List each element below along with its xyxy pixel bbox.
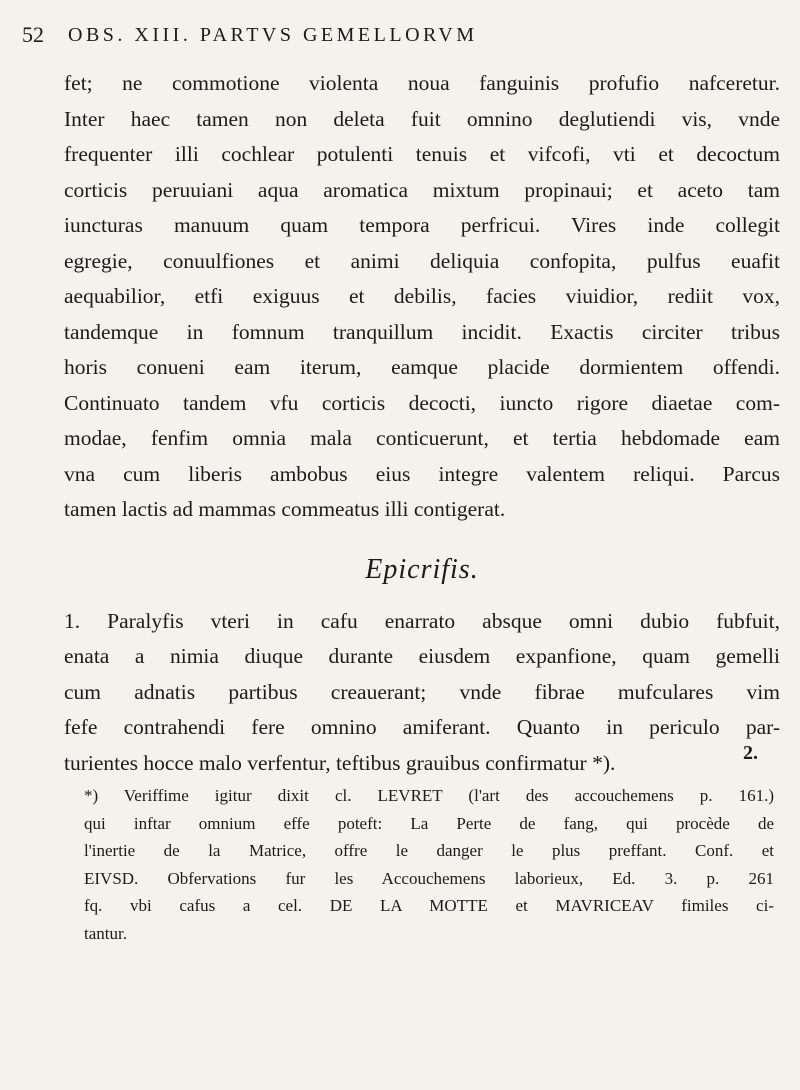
page-number: 52 (22, 22, 44, 47)
text-line: Continuato tandem vfu corticis decocti, iuncto rigore diaetae com- (64, 390, 780, 415)
body-text (64, 66, 780, 781)
footnote (84, 782, 774, 947)
text-line: Inter haec tamen non deleta fuit omnino deglutiendi vis, vnde (64, 106, 780, 131)
text-line: modae, fenfim omnia mala conticuerunt, et tertia hebdomade eam (64, 426, 780, 450)
text-line: egregie, conuulfiones et animi deliquia confopita, pulfus euafit (64, 248, 780, 273)
footnote-line: tantur. (84, 923, 127, 943)
text-line: cum adnatis partibus creauerant; vnde fibrae mufculares vim (64, 679, 780, 704)
text-line: horis conueni eam iterum, eamque placide dormientem offendi. (64, 355, 780, 379)
footnote-line: l'inertie de la Matrice, offre le danger le plus preffant. Conf. et (84, 841, 774, 860)
text-line: iuncturas manuum quam tempora perfricui. Vires inde collegit (64, 213, 780, 237)
running-head: OBS. XIII. PARTVS GEMELLORVM (68, 24, 478, 46)
paragraph-observation (64, 66, 780, 528)
text-line: frequenter illi cochlear potulenti tenuis et vifcofi, vti et decoctum (64, 142, 780, 166)
text-line: turientes hocce malo verfentur, teftibus grauibus confirmatur *). (64, 750, 616, 775)
footnote-line: *) Veriffime igitur dixit cl. LEVRET (l'art des accouchemens p. 161.) (84, 786, 774, 805)
text-line: fefe contrahendi fere omnino amiferant. Quanto in periculo par- (64, 715, 780, 739)
section-heading: Epicrifis. (365, 553, 479, 585)
text-line: 1. Paralyfis vteri in cafu enarrato absque omni dubio fubfuit, (64, 608, 780, 633)
page-header (22, 22, 760, 56)
paragraph-epicrisis (64, 604, 780, 782)
text-line: fet; ne commotione violenta noua fanguinis profufio nafceretur. (64, 71, 780, 95)
catchword: 2. (743, 742, 758, 764)
text-line: enata a nimia diuque durante eiusdem expanfione, quam gemelli (64, 644, 780, 668)
text-line: tandemque in fomnum tranquillum incidit. Exactis circiter tribus (64, 319, 780, 344)
text-line: corticis peruuiani aqua aromatica mixtum propinaui; et aceto tam (64, 177, 780, 202)
text-line: tamen lactis ad mammas commeatus illi contigerat. (64, 497, 506, 521)
footnote-line: fq. vbi cafus a cel. DE LA MOTTE et MAVRICEAV fimiles ci- (84, 896, 774, 915)
footnote-line: EIVSD. Obfervations fur les Accouchemens laborieux, Ed. 3. p. 261 (84, 868, 774, 888)
text-line: aequabilior, etfi exiguus et debilis, facies viuidior, rediit vox, (64, 284, 780, 308)
text-line: vna cum liberis ambobus eius integre valentem reliqui. Parcus (64, 461, 780, 486)
footnote-line: qui inftar omnium effe poteft: La Perte de fang, qui procède de (84, 813, 774, 833)
